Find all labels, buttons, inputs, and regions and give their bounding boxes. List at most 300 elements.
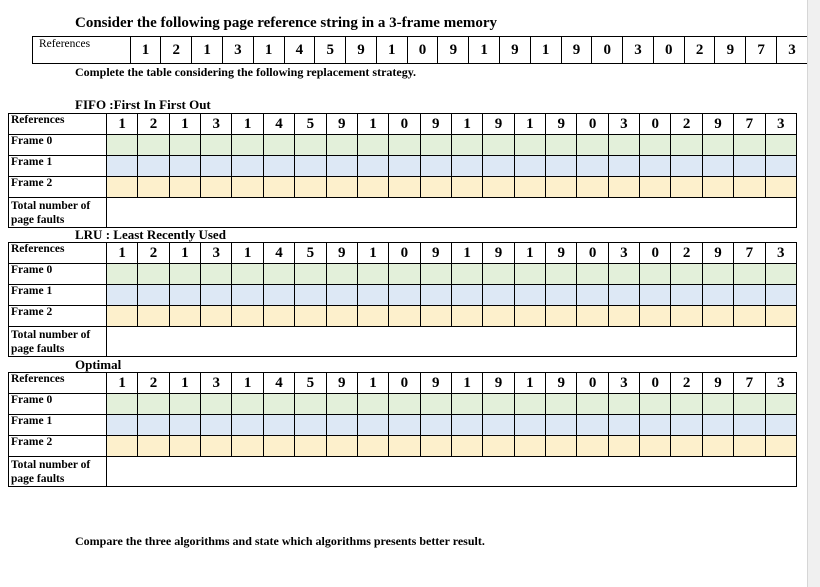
frame-cell[interactable] bbox=[483, 285, 514, 306]
frame-cell[interactable] bbox=[546, 394, 577, 415]
frame-cell[interactable] bbox=[483, 306, 514, 327]
frame-0-row-label: Frame 0 bbox=[9, 394, 107, 415]
frame-cell[interactable] bbox=[577, 415, 608, 436]
frame-cell[interactable] bbox=[546, 436, 577, 457]
reference-value: 7 bbox=[746, 37, 777, 64]
frame-cell[interactable] bbox=[138, 177, 169, 198]
frame-cell[interactable] bbox=[765, 264, 796, 285]
frame-cell[interactable] bbox=[577, 285, 608, 306]
frame-cell[interactable] bbox=[357, 135, 388, 156]
frame-cell[interactable] bbox=[232, 394, 263, 415]
frame-cell[interactable] bbox=[514, 436, 545, 457]
frame-cell[interactable] bbox=[201, 436, 232, 457]
reference-value: 1 bbox=[192, 37, 223, 64]
reference-value: 9 bbox=[546, 243, 577, 264]
frame-cell[interactable] bbox=[389, 156, 420, 177]
frame-cell[interactable] bbox=[483, 415, 514, 436]
reference-value: 4 bbox=[284, 37, 315, 64]
frame-cell[interactable] bbox=[640, 436, 671, 457]
frame-cell[interactable] bbox=[169, 177, 200, 198]
reference-value: 1 bbox=[451, 373, 482, 394]
page-faults-label: Total number of page faults bbox=[9, 457, 107, 487]
frame-cell[interactable] bbox=[420, 285, 451, 306]
frame-cell[interactable] bbox=[326, 264, 357, 285]
reference-value: 0 bbox=[577, 243, 608, 264]
reference-value: 9 bbox=[483, 243, 514, 264]
frame-cell[interactable] bbox=[702, 394, 733, 415]
frame-cell[interactable] bbox=[640, 156, 671, 177]
frame-cell[interactable] bbox=[420, 156, 451, 177]
frame-cell[interactable] bbox=[483, 394, 514, 415]
frame-cell[interactable] bbox=[734, 264, 765, 285]
frame-cell[interactable] bbox=[420, 135, 451, 156]
frame-cell[interactable] bbox=[107, 415, 138, 436]
reference-value: 9 bbox=[702, 243, 733, 264]
frame-cell[interactable] bbox=[169, 156, 200, 177]
frame-cell[interactable] bbox=[765, 306, 796, 327]
reference-value: 1 bbox=[357, 114, 388, 135]
frame-cell[interactable] bbox=[263, 177, 294, 198]
frame-cell[interactable] bbox=[671, 415, 702, 436]
frame-cell[interactable] bbox=[326, 135, 357, 156]
frame-cell[interactable] bbox=[546, 156, 577, 177]
reference-value: 1 bbox=[530, 37, 561, 64]
page-faults-answer-cell[interactable] bbox=[107, 198, 797, 228]
frame-cell[interactable] bbox=[295, 436, 326, 457]
reference-value: 9 bbox=[715, 37, 746, 64]
frame-cell[interactable] bbox=[671, 177, 702, 198]
frame-cell[interactable] bbox=[546, 285, 577, 306]
frame-cell[interactable] bbox=[138, 264, 169, 285]
frame-cell[interactable] bbox=[765, 415, 796, 436]
reference-value: 2 bbox=[161, 37, 192, 64]
frame-cell[interactable] bbox=[326, 306, 357, 327]
lru-heading: LRU : Least Recently Used bbox=[75, 227, 226, 242]
frame-cell[interactable] bbox=[546, 306, 577, 327]
frame-cell[interactable] bbox=[514, 285, 545, 306]
reference-value: 7 bbox=[734, 373, 765, 394]
instruction-text: Complete the table considering the following replacement strategy. bbox=[75, 65, 417, 79]
frame-cell[interactable] bbox=[295, 264, 326, 285]
frame-cell[interactable] bbox=[169, 135, 200, 156]
frame-cell[interactable] bbox=[107, 285, 138, 306]
frame-cell[interactable] bbox=[608, 285, 639, 306]
frame-cell[interactable] bbox=[640, 135, 671, 156]
frame-cell[interactable] bbox=[357, 436, 388, 457]
frame-cell[interactable] bbox=[263, 415, 294, 436]
page-faults-label: Total number of page faults bbox=[9, 198, 107, 228]
frame-cell[interactable] bbox=[608, 306, 639, 327]
frame-0-row-label: Frame 0 bbox=[9, 135, 107, 156]
frame-cell[interactable] bbox=[420, 306, 451, 327]
frame-1-row bbox=[9, 415, 797, 436]
frame-cell[interactable] bbox=[326, 177, 357, 198]
reference-value: 1 bbox=[357, 373, 388, 394]
frame-cell[interactable] bbox=[201, 135, 232, 156]
reference-value: 9 bbox=[420, 243, 451, 264]
reference-value: 1 bbox=[514, 243, 545, 264]
reference-value: 9 bbox=[546, 114, 577, 135]
reference-value: 0 bbox=[653, 37, 684, 64]
frame-cell[interactable] bbox=[138, 135, 169, 156]
frame-cell[interactable] bbox=[389, 177, 420, 198]
reference-value: 3 bbox=[608, 243, 639, 264]
vertical-scrollbar[interactable] bbox=[807, 0, 820, 587]
page-faults-answer-cell[interactable] bbox=[107, 327, 797, 357]
reference-value: 1 bbox=[232, 373, 263, 394]
frame-cell[interactable] bbox=[201, 264, 232, 285]
frame-cell[interactable] bbox=[232, 135, 263, 156]
frame-cell[interactable] bbox=[577, 156, 608, 177]
frame-cell[interactable] bbox=[326, 436, 357, 457]
reference-value: 1 bbox=[107, 114, 138, 135]
frame-cell[interactable] bbox=[201, 177, 232, 198]
reference-value: 1 bbox=[232, 243, 263, 264]
frame-cell[interactable] bbox=[577, 177, 608, 198]
frame-cell[interactable] bbox=[138, 156, 169, 177]
frame-cell[interactable] bbox=[138, 415, 169, 436]
reference-string-table bbox=[32, 36, 808, 64]
frame-cell[interactable] bbox=[232, 436, 263, 457]
frame-cell[interactable] bbox=[420, 177, 451, 198]
frame-cell[interactable] bbox=[420, 415, 451, 436]
fifo-table bbox=[8, 113, 797, 228]
reference-value: 9 bbox=[561, 37, 592, 64]
compare-question: Compare the three algorithms and state which algorithms presents better result. bbox=[75, 534, 485, 548]
frame-cell[interactable] bbox=[514, 177, 545, 198]
frame-cell[interactable] bbox=[138, 394, 169, 415]
frame-cell[interactable] bbox=[702, 264, 733, 285]
frame-cell[interactable] bbox=[295, 135, 326, 156]
frame-cell[interactable] bbox=[263, 436, 294, 457]
page-faults-row bbox=[9, 327, 797, 357]
frame-cell[interactable] bbox=[263, 306, 294, 327]
frame-cell[interactable] bbox=[671, 394, 702, 415]
frame-cell[interactable] bbox=[357, 177, 388, 198]
frame-cell[interactable] bbox=[451, 177, 482, 198]
frame-cell[interactable] bbox=[483, 264, 514, 285]
frame-cell[interactable] bbox=[671, 285, 702, 306]
frame-cell[interactable] bbox=[169, 436, 200, 457]
frame-cell[interactable] bbox=[451, 264, 482, 285]
frame-cell[interactable] bbox=[765, 394, 796, 415]
reference-value: 5 bbox=[315, 37, 346, 64]
frame-cell[interactable] bbox=[640, 415, 671, 436]
frame-cell[interactable] bbox=[201, 394, 232, 415]
reference-value: 1 bbox=[253, 37, 284, 64]
references-row bbox=[9, 243, 797, 264]
reference-value: 0 bbox=[640, 243, 671, 264]
frame-1-row bbox=[9, 156, 797, 177]
frame-0-row bbox=[9, 135, 797, 156]
page-faults-answer-cell[interactable] bbox=[107, 457, 797, 487]
frame-cell[interactable] bbox=[765, 177, 796, 198]
reference-value: 2 bbox=[684, 37, 715, 64]
frame-cell[interactable] bbox=[702, 306, 733, 327]
frame-0-row bbox=[9, 394, 797, 415]
frame-cell[interactable] bbox=[671, 156, 702, 177]
frame-cell[interactable] bbox=[577, 306, 608, 327]
frame-cell[interactable] bbox=[389, 436, 420, 457]
frame-cell[interactable] bbox=[201, 306, 232, 327]
reference-value: 3 bbox=[201, 243, 232, 264]
reference-value: 5 bbox=[295, 243, 326, 264]
reference-value: 3 bbox=[765, 114, 796, 135]
frame-cell[interactable] bbox=[326, 394, 357, 415]
reference-value: 1 bbox=[130, 37, 161, 64]
frame-cell[interactable] bbox=[420, 436, 451, 457]
reference-value: 2 bbox=[138, 373, 169, 394]
frame-cell[interactable] bbox=[357, 394, 388, 415]
frame-cell[interactable] bbox=[640, 177, 671, 198]
reference-value: 3 bbox=[608, 114, 639, 135]
frame-cell[interactable] bbox=[765, 135, 796, 156]
frame-cell[interactable] bbox=[357, 264, 388, 285]
frame-cell[interactable] bbox=[483, 156, 514, 177]
frame-cell[interactable] bbox=[138, 306, 169, 327]
frame-cell[interactable] bbox=[169, 264, 200, 285]
frame-2-row-label: Frame 2 bbox=[9, 436, 107, 457]
frame-cell[interactable] bbox=[451, 415, 482, 436]
frame-1-row-label: Frame 1 bbox=[9, 285, 107, 306]
frame-cell[interactable] bbox=[702, 436, 733, 457]
reference-value: 9 bbox=[438, 37, 469, 64]
references-row-label: References bbox=[9, 373, 107, 394]
frame-cell[interactable] bbox=[451, 156, 482, 177]
frame-cell[interactable] bbox=[765, 436, 796, 457]
frame-cell[interactable] bbox=[295, 306, 326, 327]
reference-value: 9 bbox=[500, 37, 531, 64]
frame-cell[interactable] bbox=[640, 264, 671, 285]
reference-value: 0 bbox=[389, 114, 420, 135]
frame-cell[interactable] bbox=[546, 264, 577, 285]
frame-cell[interactable] bbox=[420, 264, 451, 285]
frame-cell[interactable] bbox=[702, 177, 733, 198]
frame-1-row-label: Frame 1 bbox=[9, 415, 107, 436]
frame-cell[interactable] bbox=[765, 156, 796, 177]
reference-value: 4 bbox=[263, 373, 294, 394]
frame-cell[interactable] bbox=[263, 285, 294, 306]
frame-cell[interactable] bbox=[169, 285, 200, 306]
frame-cell[interactable] bbox=[263, 156, 294, 177]
frame-cell[interactable] bbox=[608, 436, 639, 457]
frame-cell[interactable] bbox=[295, 156, 326, 177]
reference-value: 9 bbox=[420, 114, 451, 135]
frame-cell[interactable] bbox=[608, 135, 639, 156]
reference-value: 9 bbox=[483, 373, 514, 394]
frame-cell[interactable] bbox=[389, 306, 420, 327]
reference-value: 2 bbox=[138, 114, 169, 135]
frame-cell[interactable] bbox=[514, 264, 545, 285]
frame-cell[interactable] bbox=[263, 394, 294, 415]
frame-cell[interactable] bbox=[389, 135, 420, 156]
frame-cell[interactable] bbox=[671, 436, 702, 457]
frame-cell[interactable] bbox=[702, 156, 733, 177]
reference-value: 1 bbox=[451, 243, 482, 264]
frame-cell[interactable] bbox=[640, 306, 671, 327]
reference-value: 1 bbox=[376, 37, 407, 64]
frame-cell[interactable] bbox=[263, 135, 294, 156]
frame-cell[interactable] bbox=[357, 306, 388, 327]
frame-cell[interactable] bbox=[483, 436, 514, 457]
frame-cell[interactable] bbox=[451, 306, 482, 327]
references-row-label: References bbox=[9, 114, 107, 135]
lru-table bbox=[8, 242, 797, 357]
reference-value: 0 bbox=[640, 373, 671, 394]
reference-value: 1 bbox=[169, 373, 200, 394]
frame-cell[interactable] bbox=[734, 306, 765, 327]
reference-value: 3 bbox=[765, 243, 796, 264]
frame-cell[interactable] bbox=[107, 264, 138, 285]
frame-cell[interactable] bbox=[577, 436, 608, 457]
reference-value: 0 bbox=[592, 37, 623, 64]
frame-cell[interactable] bbox=[451, 394, 482, 415]
frame-cell[interactable] bbox=[608, 415, 639, 436]
frame-1-row bbox=[9, 285, 797, 306]
reference-value: 9 bbox=[483, 114, 514, 135]
frame-cell[interactable] bbox=[232, 156, 263, 177]
frame-cell[interactable] bbox=[326, 415, 357, 436]
reference-value: 7 bbox=[734, 243, 765, 264]
frame-cell[interactable] bbox=[263, 264, 294, 285]
frame-cell[interactable] bbox=[107, 394, 138, 415]
frame-cell[interactable] bbox=[357, 285, 388, 306]
frame-cell[interactable] bbox=[357, 415, 388, 436]
frame-cell[interactable] bbox=[734, 415, 765, 436]
frame-cell[interactable] bbox=[734, 156, 765, 177]
frame-cell[interactable] bbox=[451, 285, 482, 306]
frame-cell[interactable] bbox=[232, 264, 263, 285]
frame-cell[interactable] bbox=[232, 177, 263, 198]
frame-cell[interactable] bbox=[734, 177, 765, 198]
frame-cell[interactable] bbox=[138, 436, 169, 457]
fifo-heading: FIFO :First In First Out bbox=[75, 97, 211, 112]
references-row bbox=[9, 373, 797, 394]
frame-cell[interactable] bbox=[734, 285, 765, 306]
frame-cell[interactable] bbox=[326, 285, 357, 306]
frame-cell[interactable] bbox=[608, 177, 639, 198]
reference-value: 4 bbox=[263, 114, 294, 135]
optimal-heading: Optimal bbox=[75, 357, 122, 372]
frame-cell[interactable] bbox=[389, 415, 420, 436]
frame-cell[interactable] bbox=[420, 394, 451, 415]
frame-2-row-label: Frame 2 bbox=[9, 177, 107, 198]
frame-cell[interactable] bbox=[483, 135, 514, 156]
frame-cell[interactable] bbox=[483, 177, 514, 198]
reference-value: 2 bbox=[671, 373, 702, 394]
frame-cell[interactable] bbox=[451, 135, 482, 156]
reference-value: 3 bbox=[765, 373, 796, 394]
frame-cell[interactable] bbox=[232, 415, 263, 436]
frame-cell[interactable] bbox=[608, 264, 639, 285]
frame-cell[interactable] bbox=[169, 415, 200, 436]
frame-cell[interactable] bbox=[702, 285, 733, 306]
reference-value: 9 bbox=[420, 373, 451, 394]
frame-cell[interactable] bbox=[546, 415, 577, 436]
frame-cell[interactable] bbox=[546, 135, 577, 156]
frame-cell[interactable] bbox=[640, 285, 671, 306]
frame-cell[interactable] bbox=[107, 135, 138, 156]
frame-cell[interactable] bbox=[702, 415, 733, 436]
frame-cell[interactable] bbox=[295, 285, 326, 306]
frame-cell[interactable] bbox=[107, 177, 138, 198]
frame-cell[interactable] bbox=[671, 135, 702, 156]
frame-cell[interactable] bbox=[138, 285, 169, 306]
frame-cell[interactable] bbox=[514, 135, 545, 156]
frame-cell[interactable] bbox=[389, 285, 420, 306]
frame-cell[interactable] bbox=[201, 156, 232, 177]
frame-cell[interactable] bbox=[201, 415, 232, 436]
frame-cell[interactable] bbox=[734, 394, 765, 415]
frame-cell[interactable] bbox=[326, 156, 357, 177]
frame-cell[interactable] bbox=[577, 394, 608, 415]
frame-cell[interactable] bbox=[765, 285, 796, 306]
frame-cell[interactable] bbox=[389, 264, 420, 285]
reference-value: 5 bbox=[295, 373, 326, 394]
frame-cell[interactable] bbox=[107, 156, 138, 177]
frame-cell[interactable] bbox=[451, 436, 482, 457]
reference-value: 9 bbox=[546, 373, 577, 394]
frame-cell[interactable] bbox=[295, 415, 326, 436]
frame-2-row bbox=[9, 306, 797, 327]
page-faults-row bbox=[9, 457, 797, 487]
frame-cell[interactable] bbox=[514, 306, 545, 327]
frame-cell[interactable] bbox=[107, 436, 138, 457]
frame-cell[interactable] bbox=[734, 135, 765, 156]
reference-value: 9 bbox=[346, 37, 377, 64]
frame-2-row bbox=[9, 177, 797, 198]
frame-cell[interactable] bbox=[546, 177, 577, 198]
reference-value: 0 bbox=[577, 114, 608, 135]
reference-value: 9 bbox=[326, 373, 357, 394]
frame-cell[interactable] bbox=[357, 156, 388, 177]
reference-value: 9 bbox=[702, 373, 733, 394]
frame-cell[interactable] bbox=[295, 177, 326, 198]
frame-cell[interactable] bbox=[389, 394, 420, 415]
reference-value: 2 bbox=[671, 243, 702, 264]
frame-cell[interactable] bbox=[734, 436, 765, 457]
reference-value: 5 bbox=[295, 114, 326, 135]
frame-cell[interactable] bbox=[577, 264, 608, 285]
frame-cell[interactable] bbox=[671, 306, 702, 327]
reference-value: 1 bbox=[514, 373, 545, 394]
reference-value: 4 bbox=[263, 243, 294, 264]
frame-cell[interactable] bbox=[514, 156, 545, 177]
frame-cell[interactable] bbox=[232, 306, 263, 327]
frame-cell[interactable] bbox=[702, 135, 733, 156]
frame-cell[interactable] bbox=[107, 306, 138, 327]
frame-cell[interactable] bbox=[577, 135, 608, 156]
frame-cell[interactable] bbox=[201, 285, 232, 306]
reference-value: 1 bbox=[107, 373, 138, 394]
reference-value: 1 bbox=[232, 114, 263, 135]
frame-cell[interactable] bbox=[514, 415, 545, 436]
reference-value: 7 bbox=[734, 114, 765, 135]
frame-cell[interactable] bbox=[514, 394, 545, 415]
frame-cell[interactable] bbox=[640, 394, 671, 415]
frame-cell[interactable] bbox=[671, 264, 702, 285]
frame-cell[interactable] bbox=[608, 394, 639, 415]
frame-cell[interactable] bbox=[295, 394, 326, 415]
reference-value: 3 bbox=[608, 373, 639, 394]
reference-value: 1 bbox=[469, 37, 500, 64]
frame-cell[interactable] bbox=[608, 156, 639, 177]
page-title: Consider the following page reference string in a 3-frame memory bbox=[75, 15, 497, 31]
frame-cell[interactable] bbox=[232, 285, 263, 306]
frame-cell[interactable] bbox=[169, 306, 200, 327]
frame-cell[interactable] bbox=[169, 394, 200, 415]
reference-value: 0 bbox=[389, 243, 420, 264]
